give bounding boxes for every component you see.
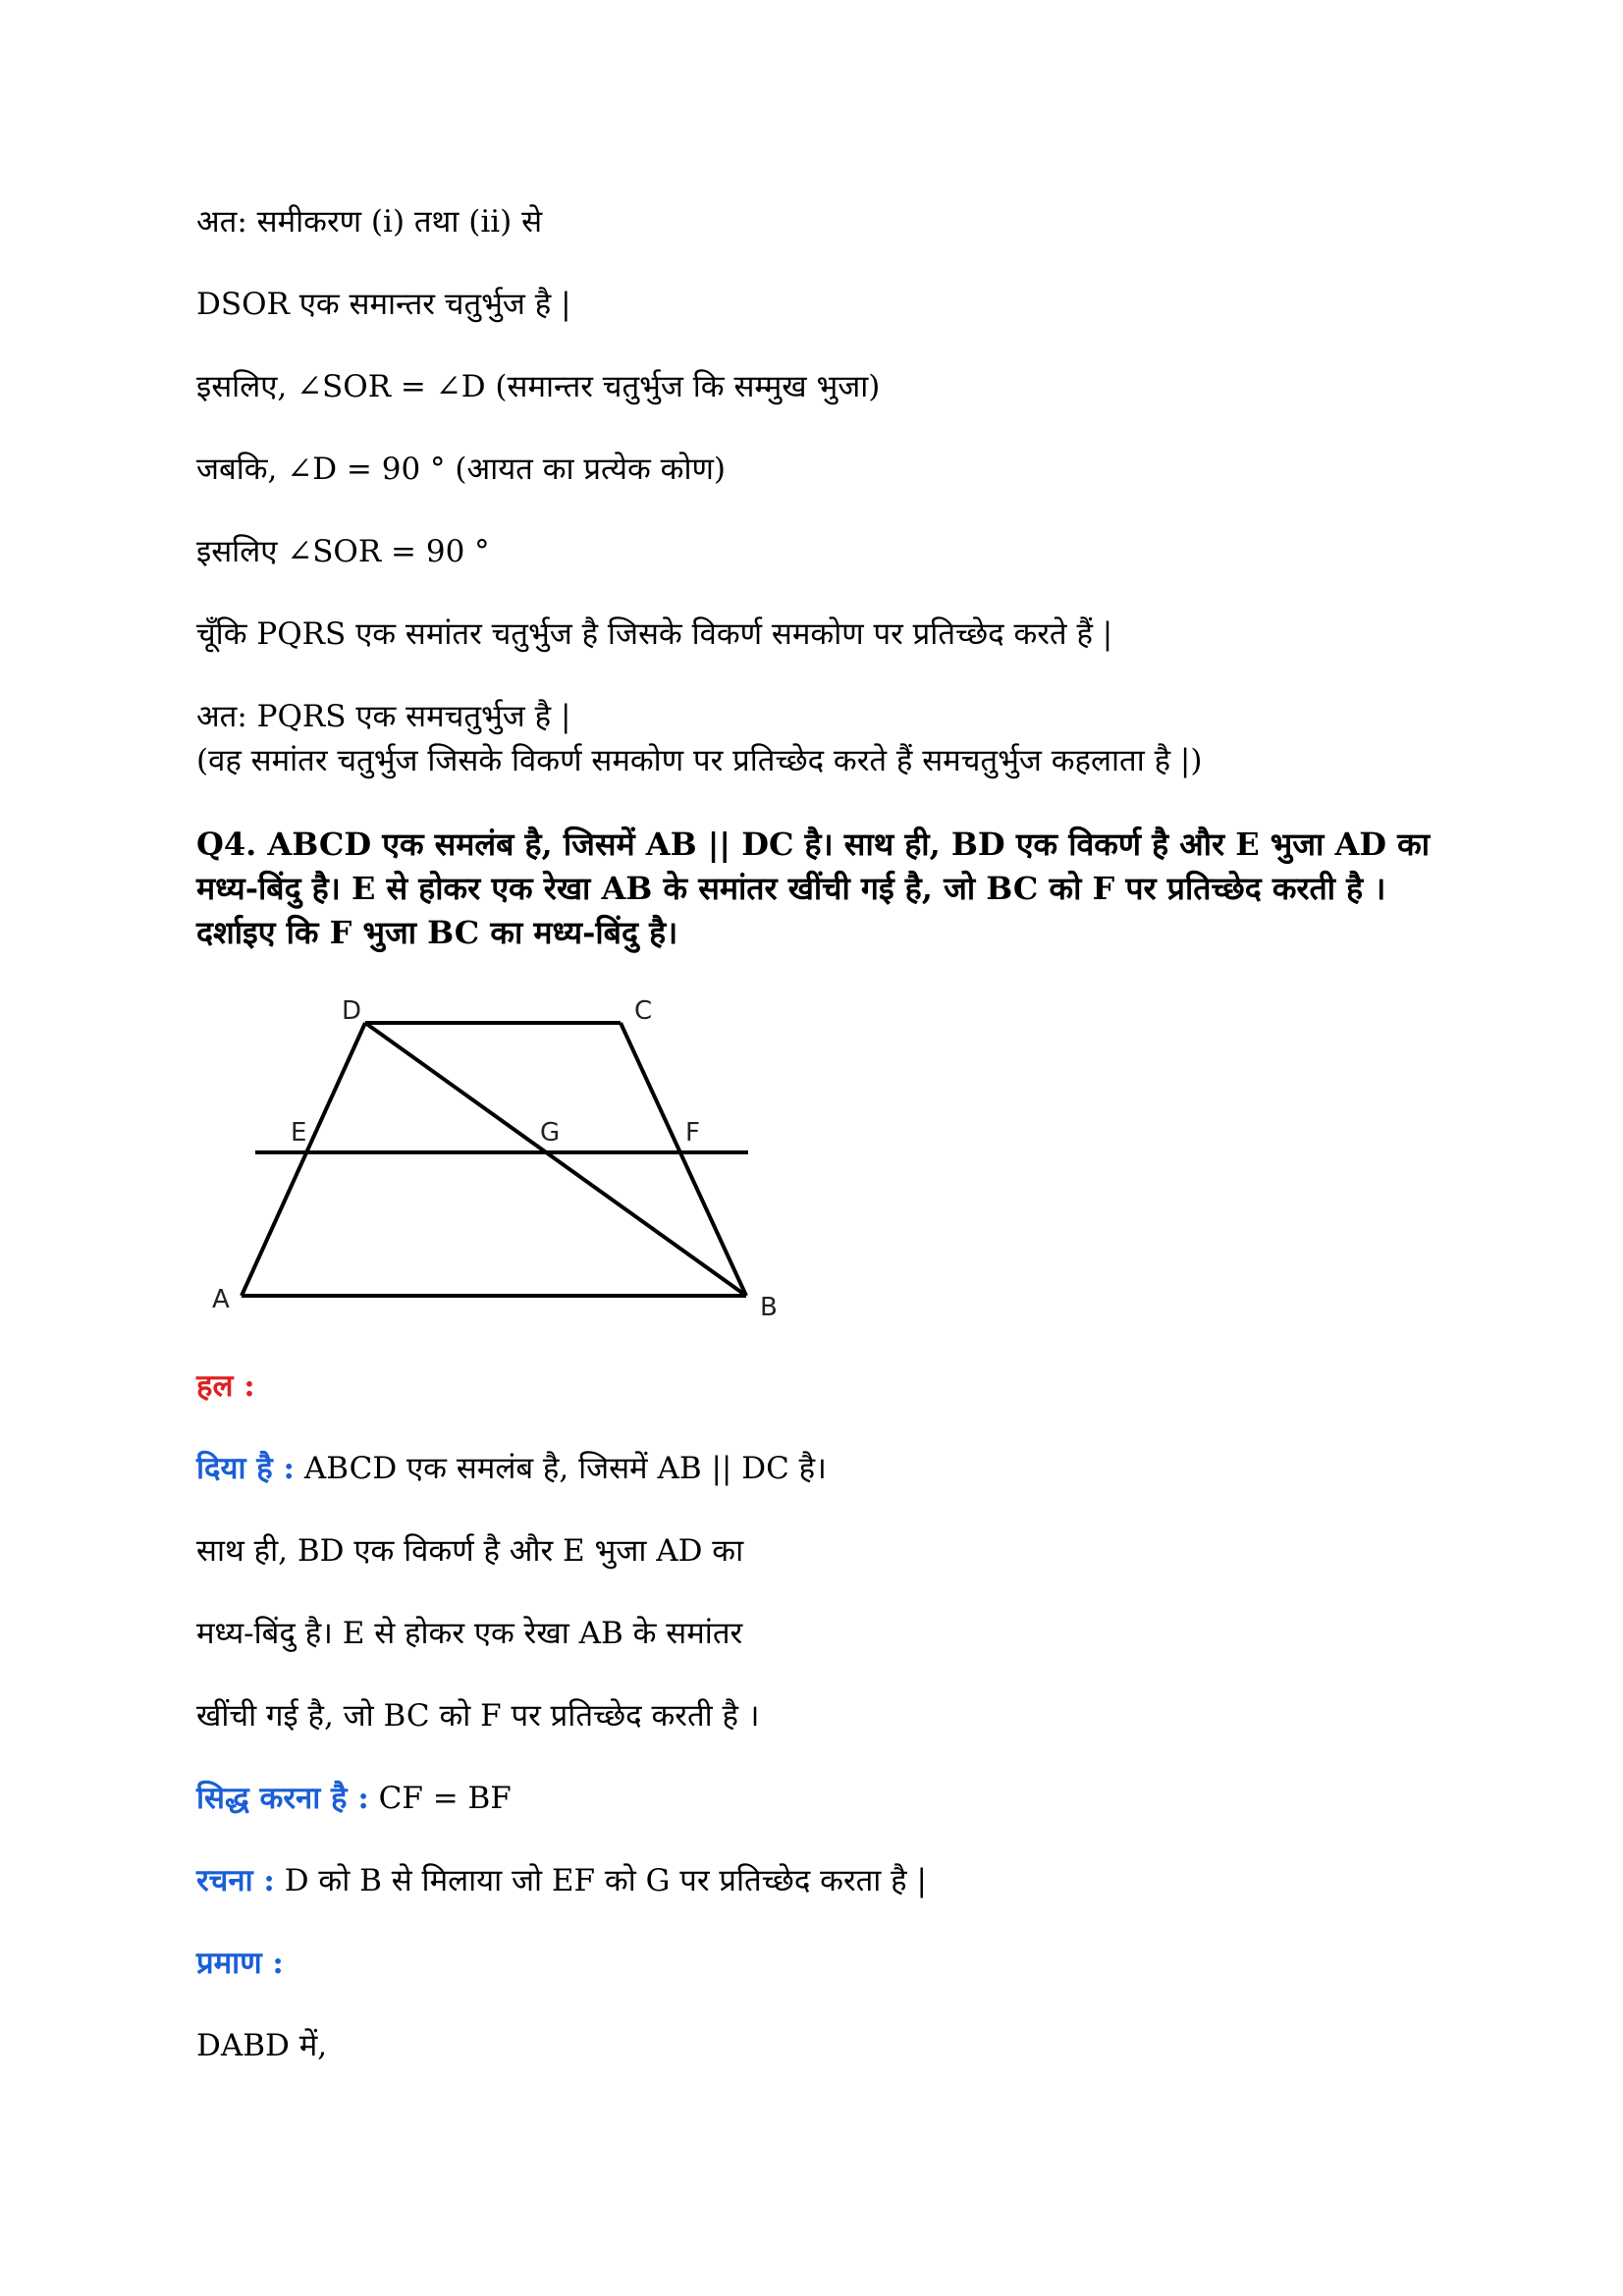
diagonal-db <box>365 1023 746 1296</box>
label-g: G <box>540 1118 561 1148</box>
text-line: DABD में, <box>196 2028 328 2063</box>
label-b: B <box>760 1293 778 1322</box>
proof-heading <box>196 1944 284 1983</box>
construction-text: D को B से मिलाया जो EF को G पर प्रतिच्छेद करता है | <box>274 1863 927 1898</box>
construction-line <box>196 1861 927 1900</box>
prove-line <box>196 1779 512 1818</box>
text-line: मध्य-बिंदु है। E से होकर एक रेखा AB के समांतर <box>196 1616 743 1651</box>
question-q4: Q4. ABCD एक समलंब है, जिसमें AB || DC है। साथ ही, BD एक विकर्ण है और E भुजा AD का मध्य-बिंदु है। E से होकर एक रेखा AB के समांतर खींची गई है, जो BC को F पर प्रतिच्छेद करती है । दर्शाइए कि F भुजा BC का मध्य-बिंदु है। <box>196 826 1431 951</box>
solution-heading <box>196 1366 255 1406</box>
prove-label: सिद्ध करना है : <box>196 1781 369 1816</box>
text-line: अत: PQRS एक समचतुर्भुज है | <box>196 699 571 734</box>
text-line: खींची गई है, जो BC को F पर प्रतिच्छेद करती है । <box>196 1698 760 1734</box>
trapezium-figure <box>196 991 805 1325</box>
label-c: C <box>634 996 653 1026</box>
text-line: जबकि, ∠D = 90 ° (आयत का प्रत्येक कोण) <box>196 452 726 487</box>
text-line: DSOR एक समान्तर चतुर्भुज है | <box>196 287 571 322</box>
solution-label: हल : <box>196 1368 255 1404</box>
text-line: इसलिए, ∠SOR = ∠D (समान्तर चतुर्भुज कि सम्मुख भुजा) <box>196 369 881 404</box>
text-line: चूँकि PQRS एक समांतर चतुर्भुज है जिसके विकर्ण समकोण पर प्रतिच्छेद करते हैं | <box>196 616 1113 652</box>
proof-label: प्रमाण : <box>196 1946 284 1981</box>
prove-text: CF = BF <box>368 1781 512 1816</box>
construction-label: रचना : <box>196 1863 275 1898</box>
label-f: F <box>685 1118 700 1148</box>
text-line: अत: समीकरण (i) तथा (ii) से <box>196 204 543 240</box>
text-line: साथ ही, BD एक विकर्ण है और E भुजा AD का <box>196 1533 744 1569</box>
label-d: D <box>342 996 362 1026</box>
given-label: दिया है : <box>196 1451 295 1486</box>
label-e: E <box>291 1118 307 1148</box>
text-line: इसलिए ∠SOR = 90 ° <box>196 534 490 569</box>
given-line <box>196 1449 827 1488</box>
given-text: ABCD एक समलंब है, जिसमें AB || DC है। <box>295 1451 827 1486</box>
label-a: A <box>212 1285 230 1314</box>
text-line: (वह समांतर चतुर्भुज जिसके विकर्ण समकोण पर प्रतिच्छेद करते हैं समचतुर्भुज कहलाता है |) <box>196 743 1203 778</box>
side-da <box>242 1023 365 1296</box>
side-cb <box>621 1023 746 1296</box>
